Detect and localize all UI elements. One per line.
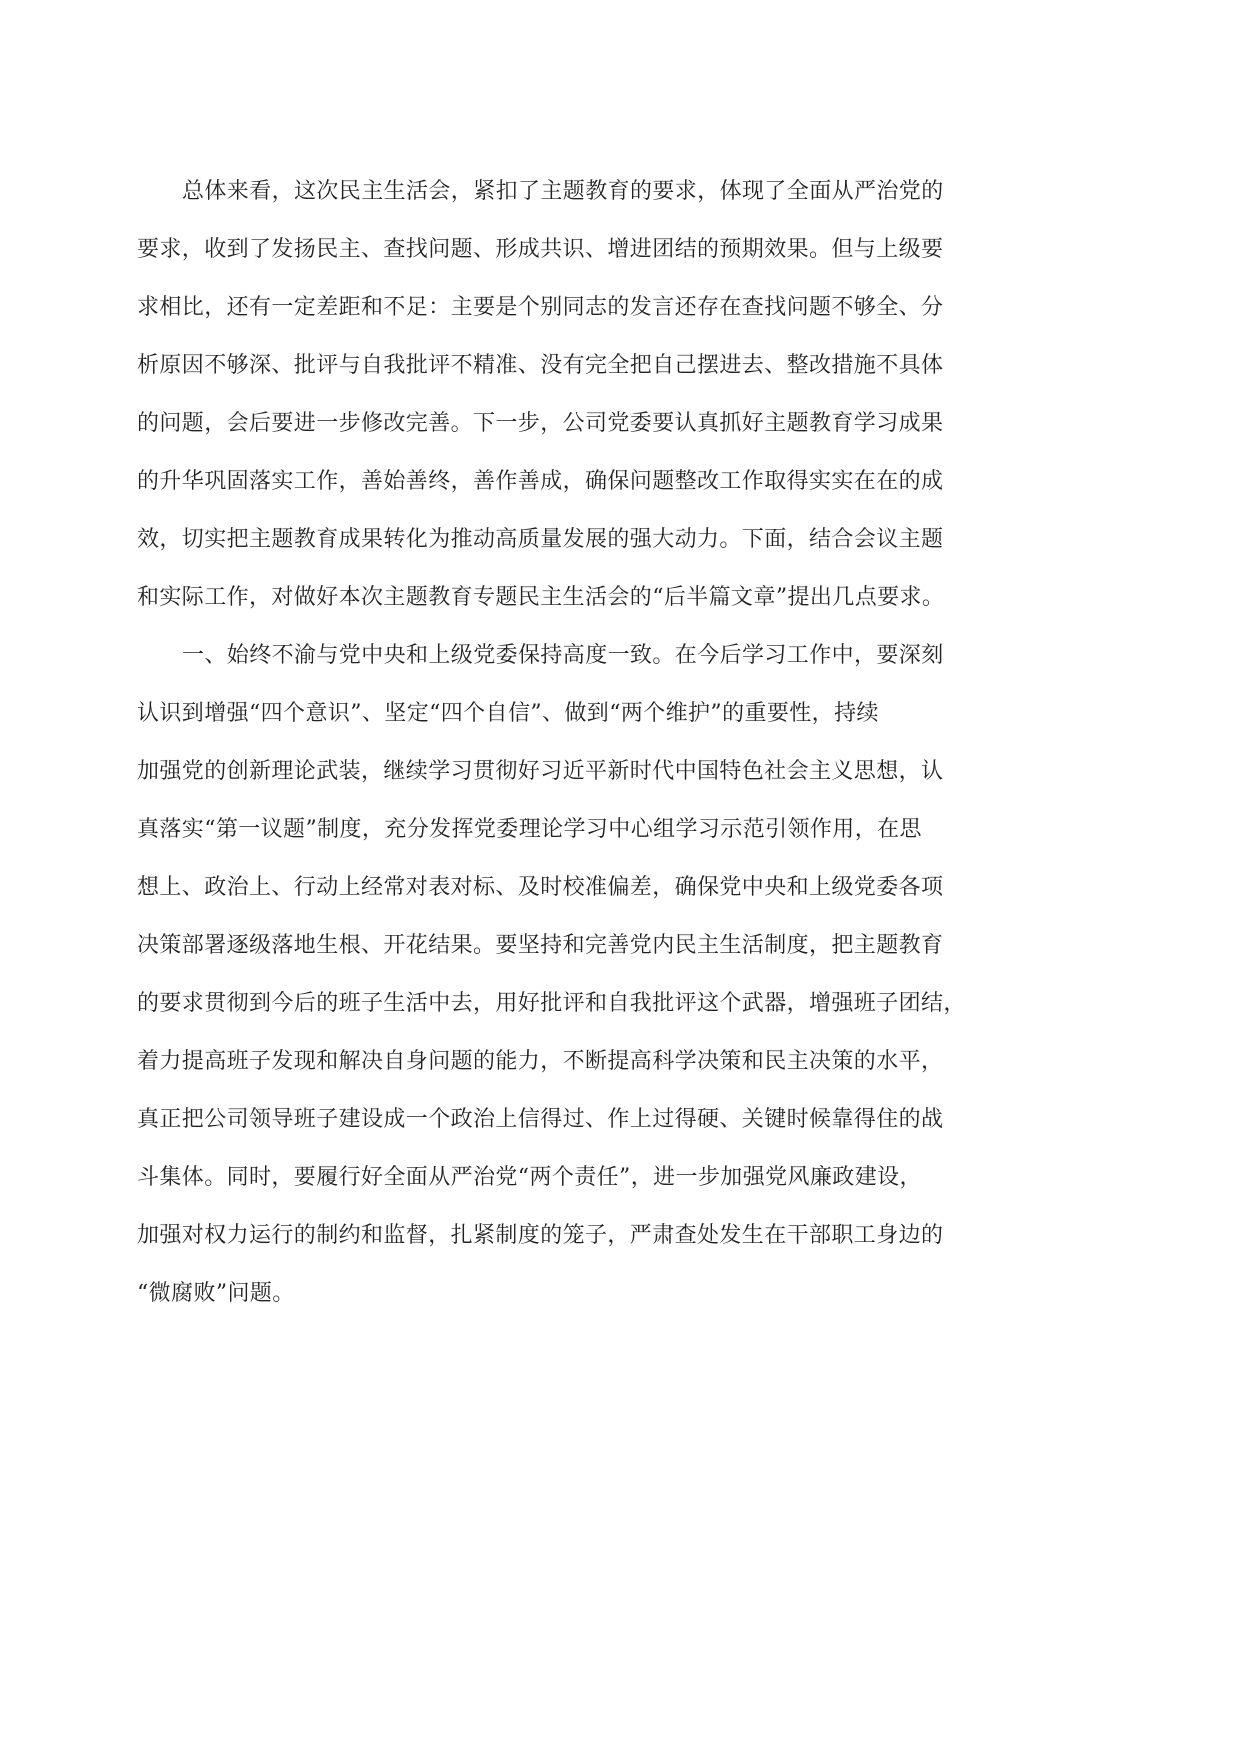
text-line: 决策部署逐级落地生根、开花结果。要坚持和完善党内民主生活制度，把主题教育 xyxy=(137,933,944,958)
text-line: 的要求贯彻到今后的班子生活中去，用好批评和自我批评这个武器，增强班子团结， xyxy=(137,991,966,1016)
text-line: 要求，收到了发扬民主、查找问题、形成共识、增进团结的预期效果。但与上级要 xyxy=(137,237,944,262)
text-line: 斗集体。同时，要履行好全面从严治党“两个责任”，进一步加强党风廉政建设， xyxy=(137,1165,922,1190)
text-line: 认识到增强“四个意识”、坚定“四个自信”、做到“两个维护”的重要性，持续 xyxy=(137,701,879,726)
text-line: 和实际工作，对做好本次主题教育专题民主生活会的“后半篇文章”提出几点要求。 xyxy=(137,585,945,610)
text-line: 真正把公司领导班子建设成一个政治上信得过、作上过得硬、关键时候靠得住的战 xyxy=(137,1107,944,1132)
text-line: 的升华巩固落实工作，善始善终，善作善成，确保问题整改工作取得实实在在的成 xyxy=(137,469,944,494)
text-line: 想上、政治上、行动上经常对表对标、及时校准偏差，确保党中央和上级党委各项 xyxy=(137,875,944,900)
text-line: 一、始终不渝与党中央和上级党委保持高度一致。在今后学习工作中，要深刻 xyxy=(182,643,944,668)
text-line: 真落实“第一议题”制度，充分发挥党委理论学习中心组学习示范引领作用，在思 xyxy=(137,817,922,842)
paragraph-requirement-one xyxy=(137,627,966,1323)
text-line: 总体来看，这次民主生活会，紧扣了主题教育的要求，体现了全面从严治党的 xyxy=(182,179,944,204)
text-line: 的问题，会后要进一步修改完善。下一步，公司党委要认真抓好主题教育学习成果 xyxy=(137,411,944,436)
text-line: “微腐败”问题。 xyxy=(137,1281,295,1306)
paragraph-summary xyxy=(137,163,947,627)
text-line: 加强党的创新理论武装，继续学习贯彻好习近平新时代中国特色社会主义思想，认 xyxy=(137,759,944,784)
text-line: 析原因不够深、批评与自我批评不精准、没有完全把自己摆进去、整改措施不具体 xyxy=(137,353,944,378)
text-line: 效，切实把主题教育成果转化为推动高质量发展的强大动力。下面，结合会议主题 xyxy=(137,527,944,552)
text-line: 加强对权力运行的制约和监督，扎紧制度的笼子，严肃查处发生在干部职工身边的 xyxy=(137,1223,944,1248)
text-line: 着力提高班子发现和解决自身问题的能力，不断提高科学决策和民主决策的水平， xyxy=(137,1049,944,1074)
text-line: 求相比，还有一定差距和不足：主要是个别同志的发言还存在查找问题不够全、分 xyxy=(137,295,944,320)
document-body xyxy=(137,163,966,1323)
